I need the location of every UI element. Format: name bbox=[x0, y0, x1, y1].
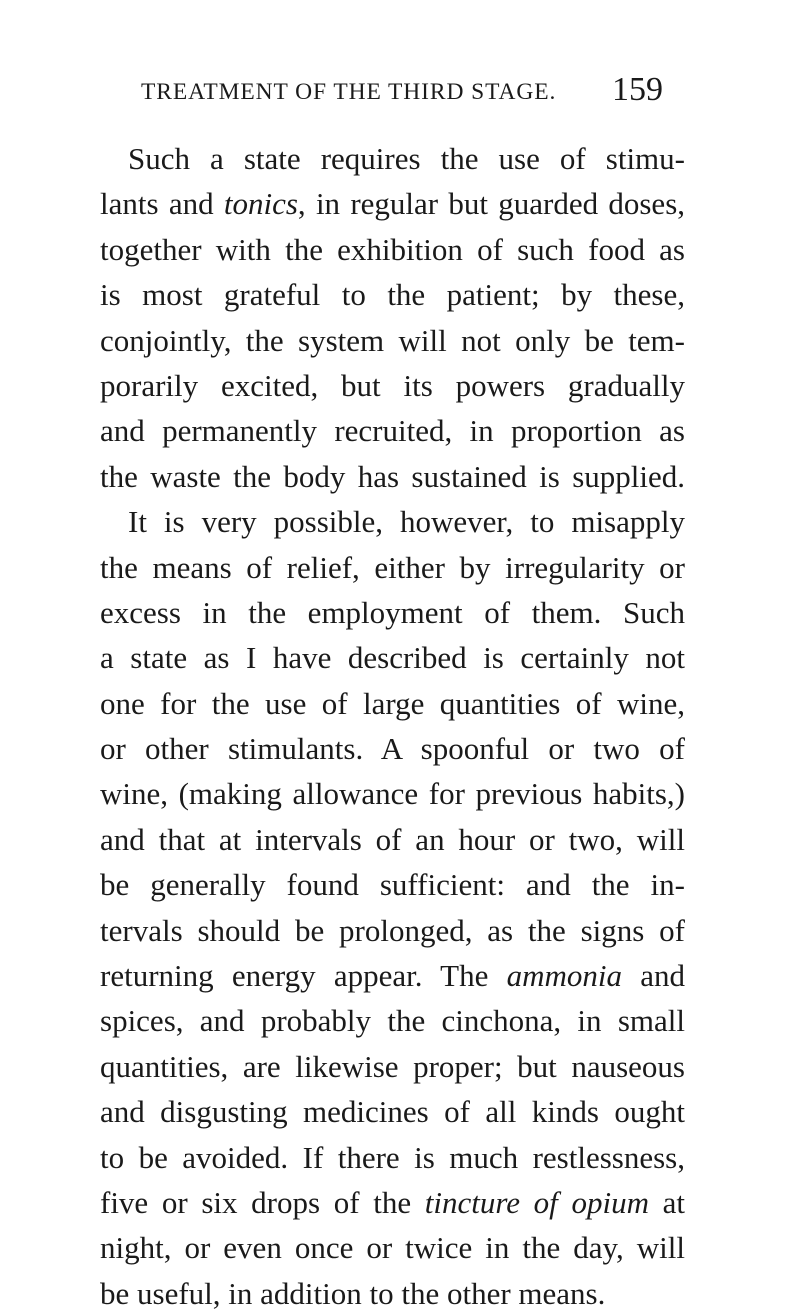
text-line: together with the exhibition of such food as bbox=[100, 231, 685, 267]
text-line: wine, (making allowance for previous habits,) bbox=[100, 776, 685, 812]
page-number: 159 bbox=[612, 71, 663, 108]
text-line: Such a state requires the use of stimu- bbox=[128, 141, 685, 176]
body-text bbox=[100, 136, 685, 1316]
text-line: five or six drops of the tincture of opium at bbox=[100, 1184, 686, 1220]
running-head: TREATMENT OF THE THIRD STAGE. bbox=[141, 79, 557, 105]
text-line: quantities, are likewise proper; but nauseous bbox=[100, 1048, 685, 1084]
italic-term: tonics bbox=[223, 186, 298, 222]
italic-term: ammonia bbox=[506, 958, 622, 994]
text-line: porarily excited, but its powers gradually bbox=[100, 367, 685, 403]
text-line: and permanently recruited, in proportion as bbox=[100, 413, 685, 449]
text-line: or other stimulants. A spoonful or two of bbox=[100, 731, 685, 767]
text-line: and that at intervals of an hour or two, will bbox=[100, 821, 685, 857]
text-line: returning energy appear. The ammonia and bbox=[100, 958, 685, 994]
text-line: be generally found sufficient: and the in- bbox=[100, 867, 685, 903]
text-line: is most grateful to the patient; by these, bbox=[100, 277, 685, 313]
text-line: excess in the employment of them. Such bbox=[100, 594, 685, 630]
text-line: one for the use of large quantities of wine, bbox=[100, 685, 685, 721]
text-line: the means of relief, either by irregularity or bbox=[100, 549, 685, 585]
text-line: conjointly, the system will not only be tem- bbox=[100, 322, 685, 358]
italic-term: tincture of opium bbox=[424, 1184, 649, 1220]
text-line: a state as I have described is certainly not bbox=[100, 640, 685, 676]
text-line: tervals should be prolonged, as the signs of bbox=[100, 912, 685, 948]
text-line: night, or even once or twice in the day, will bbox=[100, 1230, 685, 1266]
text-line: be useful, in addition to the other means. bbox=[100, 1275, 606, 1311]
text-line: spices, and probably the cinchona, in small bbox=[100, 1003, 685, 1039]
text-line: and disgusting medicines of all kinds ought bbox=[100, 1094, 685, 1130]
text-line: the waste the body has sustained is supplied. bbox=[100, 458, 685, 494]
text-line: It is very possible, however, to misapply bbox=[128, 504, 685, 540]
text-line: lants and tonics, in regular but guarded doses, bbox=[100, 186, 686, 222]
text-line: to be avoided. If there is much restlessness, bbox=[100, 1139, 685, 1175]
